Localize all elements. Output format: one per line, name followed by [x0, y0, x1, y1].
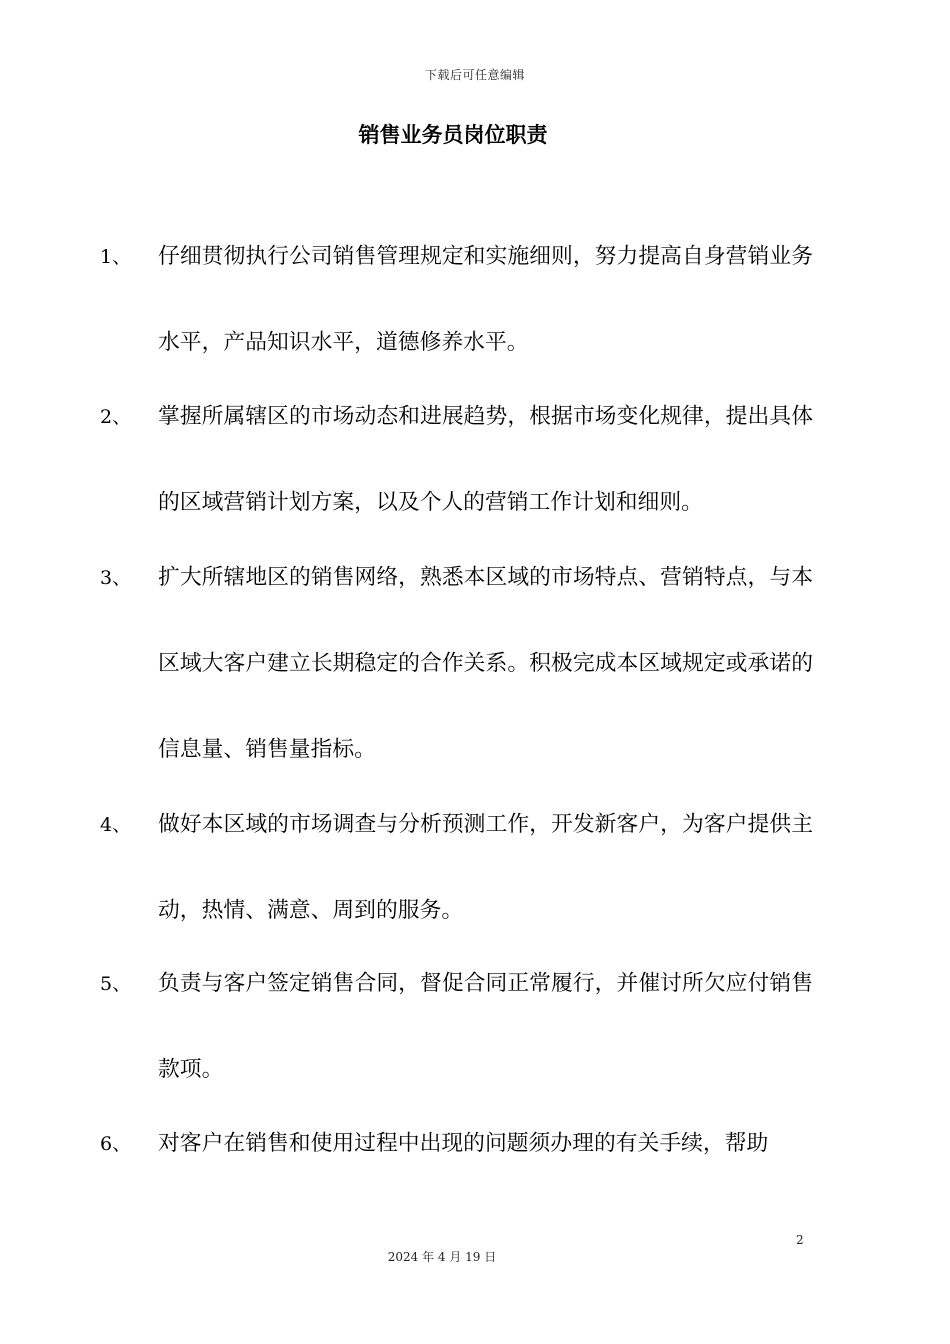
list-item-number: 2、 [100, 406, 132, 428]
list-item-number: 3、 [100, 567, 132, 589]
list-item-number: 1、 [100, 246, 132, 268]
document-title: 销售业务员岗位职责 [358, 123, 548, 147]
list-item-text: 扩大所辖地区的销售网络，熟悉本区域的市场特点、营销特点，与本区域大客户建立长期稳定的合作关系。积极完成本区域规定或承诺的信息量、销售量指标。 [158, 565, 813, 762]
page-header: 下载后可任意编辑 [424, 68, 525, 82]
list-item-text: 仔细贯彻执行公司销售管理规定和实施细则，努力提高自身营销业务水平，产品知识水平，道德修养水平。 [158, 244, 813, 355]
list-item-text: 负责与客户签定销售合同，督促合同正常履行，并催讨所欠应付销售款项。 [158, 971, 813, 1082]
list-item-text: 对客户在销售和使用过程中出现的问题须办理的有关手续，帮助 [158, 1131, 769, 1156]
list-item-number: 5、 [100, 973, 132, 995]
page-footer-date: 2024 年 4 月 19 日 [387, 1250, 497, 1264]
list-item-number: 4、 [100, 814, 132, 836]
list-item-text: 做好本区域的市场调查与分析预测工作，开发新客户，为客户提供主动，热情、满意、周到的服务。 [158, 812, 813, 923]
page-number: 2 [796, 1233, 804, 1247]
list-item-number: 6、 [100, 1133, 132, 1155]
list-item-text: 掌握所属辖区的市场动态和进展趋势，根据市场变化规律，提出具体的区域营销计划方案，以及个人的营销工作计划和细则。 [158, 404, 813, 515]
